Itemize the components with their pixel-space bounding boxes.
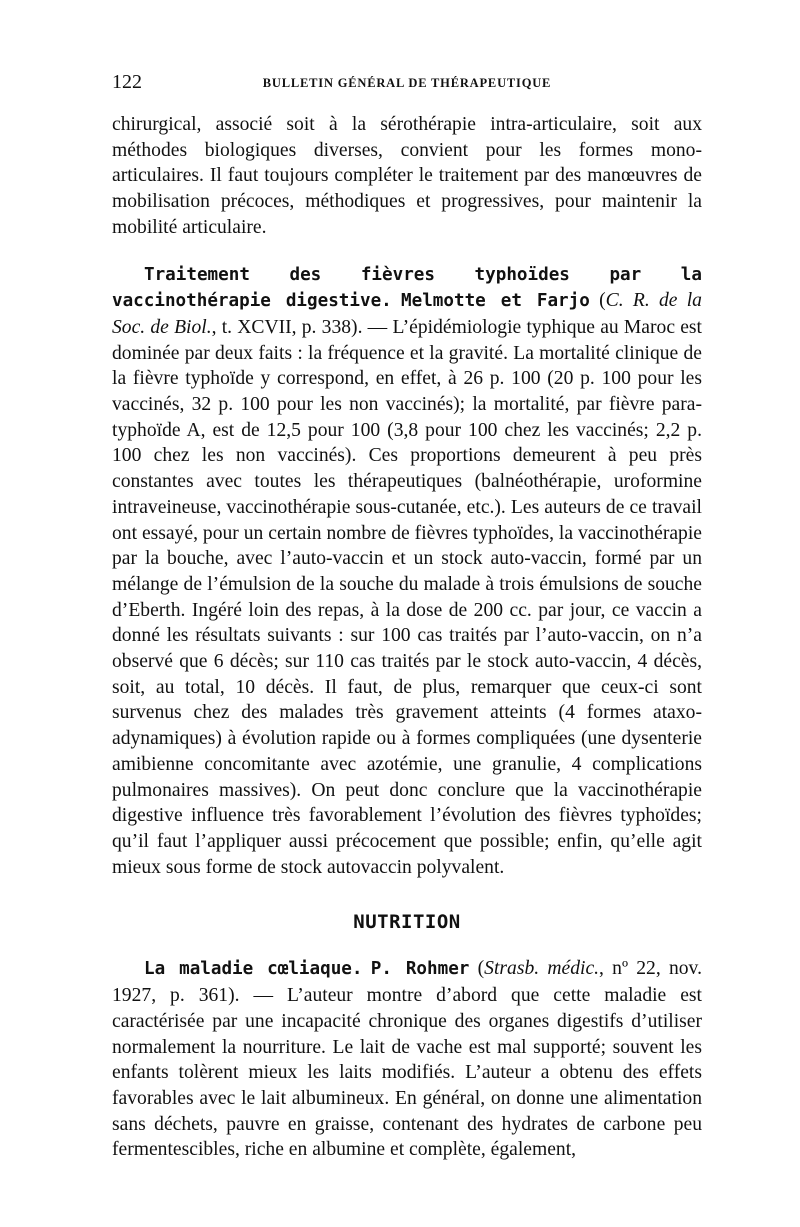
page-header	[112, 68, 702, 96]
article-text: — L’auteur montre d’abord que cette maladie est caractérisée par une incapacité chronique des organes digestifs d’utiliser normalement la nourriture. Le lait de vache est mal supporté; souvent les enfants tolèrent mieux les laits modifiés. L’auteur a obtenu des effets favorables avec le lait albumineux. En général, on donne une alimentation sans déchets, pauvre en graisse, contenant des hydrates de carbone peu fermentescibles, riche en albumine et complète, également,	[112, 985, 702, 1161]
article-text: — L’épidémiologie typhique au Maroc est dominée par deux faits : la fréquence et la gravité. La mortalité clinique de la fièvre typhoïde y correspond, en effet, à 26 p. 100 (20 p. 100 pour les vaccinés, 32 p. 100 pour les non vaccinés); la mortalité, par fièvre para-typhoïde A, est de 12,5 pour 100 (3,8 pour 100 chez les vaccinés; 2,2 p. 100 chez les non vaccinés). Ces proportions demeurent à peu près constantes avec toutes les thérapeutiques (balnéothérapie, uroformine intraveineuse, vaccinothérapie sous-cutanée, etc.). Les auteurs de ce travail ont essayé, pour un certain nombre de fièvres typhoïdes, la vaccinothérapie par la bouche, avec l’auto-vaccin et un stock auto-vaccin, formé par un mélange de l’émulsion de la souche du malade à trois émulsions de souche d’Eberth. Ingéré loin des repas, à la dose de 200 cc. par jour, ce vaccin a donné les résultats suivants : sur 100 cas traités par l’auto-vaccin, on n’a observé que 6 décès; sur 110 cas traités par le stock auto-vaccin, 4 décès, soit, au total, 10 décès. Il faut, de plus, remarquer que ceux-ci sont survenus chez des malades très gravement atteints (4 formes ataxo-adynamiques) à évolution rapide ou à formes compliquées (une dysenterie amibienne concomitante avec azotémie, une granulie, 4 complications pulmonaires massives). On peut donc conclure que la vaccinothérapie digestive influence très favorablement l’évolution des fièvres typhoïdes; qu’il faut l’appliquer aussi précocement que possible; enfin, qu’elle agit mieux sous forme de stock autovaccin polyvalent.	[112, 316, 702, 878]
article-title: La maladie cœliaque.	[144, 959, 363, 980]
citation-details: , t. XCVII, p. 338).	[211, 316, 363, 338]
citation-open: (	[599, 290, 606, 312]
citation-open: (	[477, 958, 485, 980]
article-title: Traitement des fièvres typhoïdes par la vaccinothérapie digestive.	[112, 264, 702, 312]
continued-paragraph: chirurgical, associé soit à la sérothérapie intra-articulaire, soit aux méthodes biologiques diverses, convient pour les formes mono-articulaires. Il faut toujours compléter le traitement par des manœuvres de mobilisation précoces, méthodiques et progressives, pour maintenir la mobilité articulaire.	[112, 114, 702, 238]
page-body	[112, 112, 702, 1163]
article-coeliac-disease	[112, 956, 702, 1163]
journal-name: C. R. de la Soc. de Biol.	[112, 290, 702, 338]
article-typhoid-vaccinotherapy	[112, 262, 702, 881]
page-number: 122	[112, 71, 142, 93]
section-heading: NUTRITION	[353, 911, 461, 934]
article-authors: Melmotte et Farjo	[401, 291, 590, 312]
running-title: BULLETIN GÉNÉRAL DE THÉRAPEUTIQUE	[262, 76, 552, 90]
article-authors: P. Rohmer	[370, 959, 470, 980]
citation-details: , nº 22, nov. 1927, p. 361).	[112, 958, 702, 1007]
journal-name: Strasb. médic.	[484, 958, 600, 980]
